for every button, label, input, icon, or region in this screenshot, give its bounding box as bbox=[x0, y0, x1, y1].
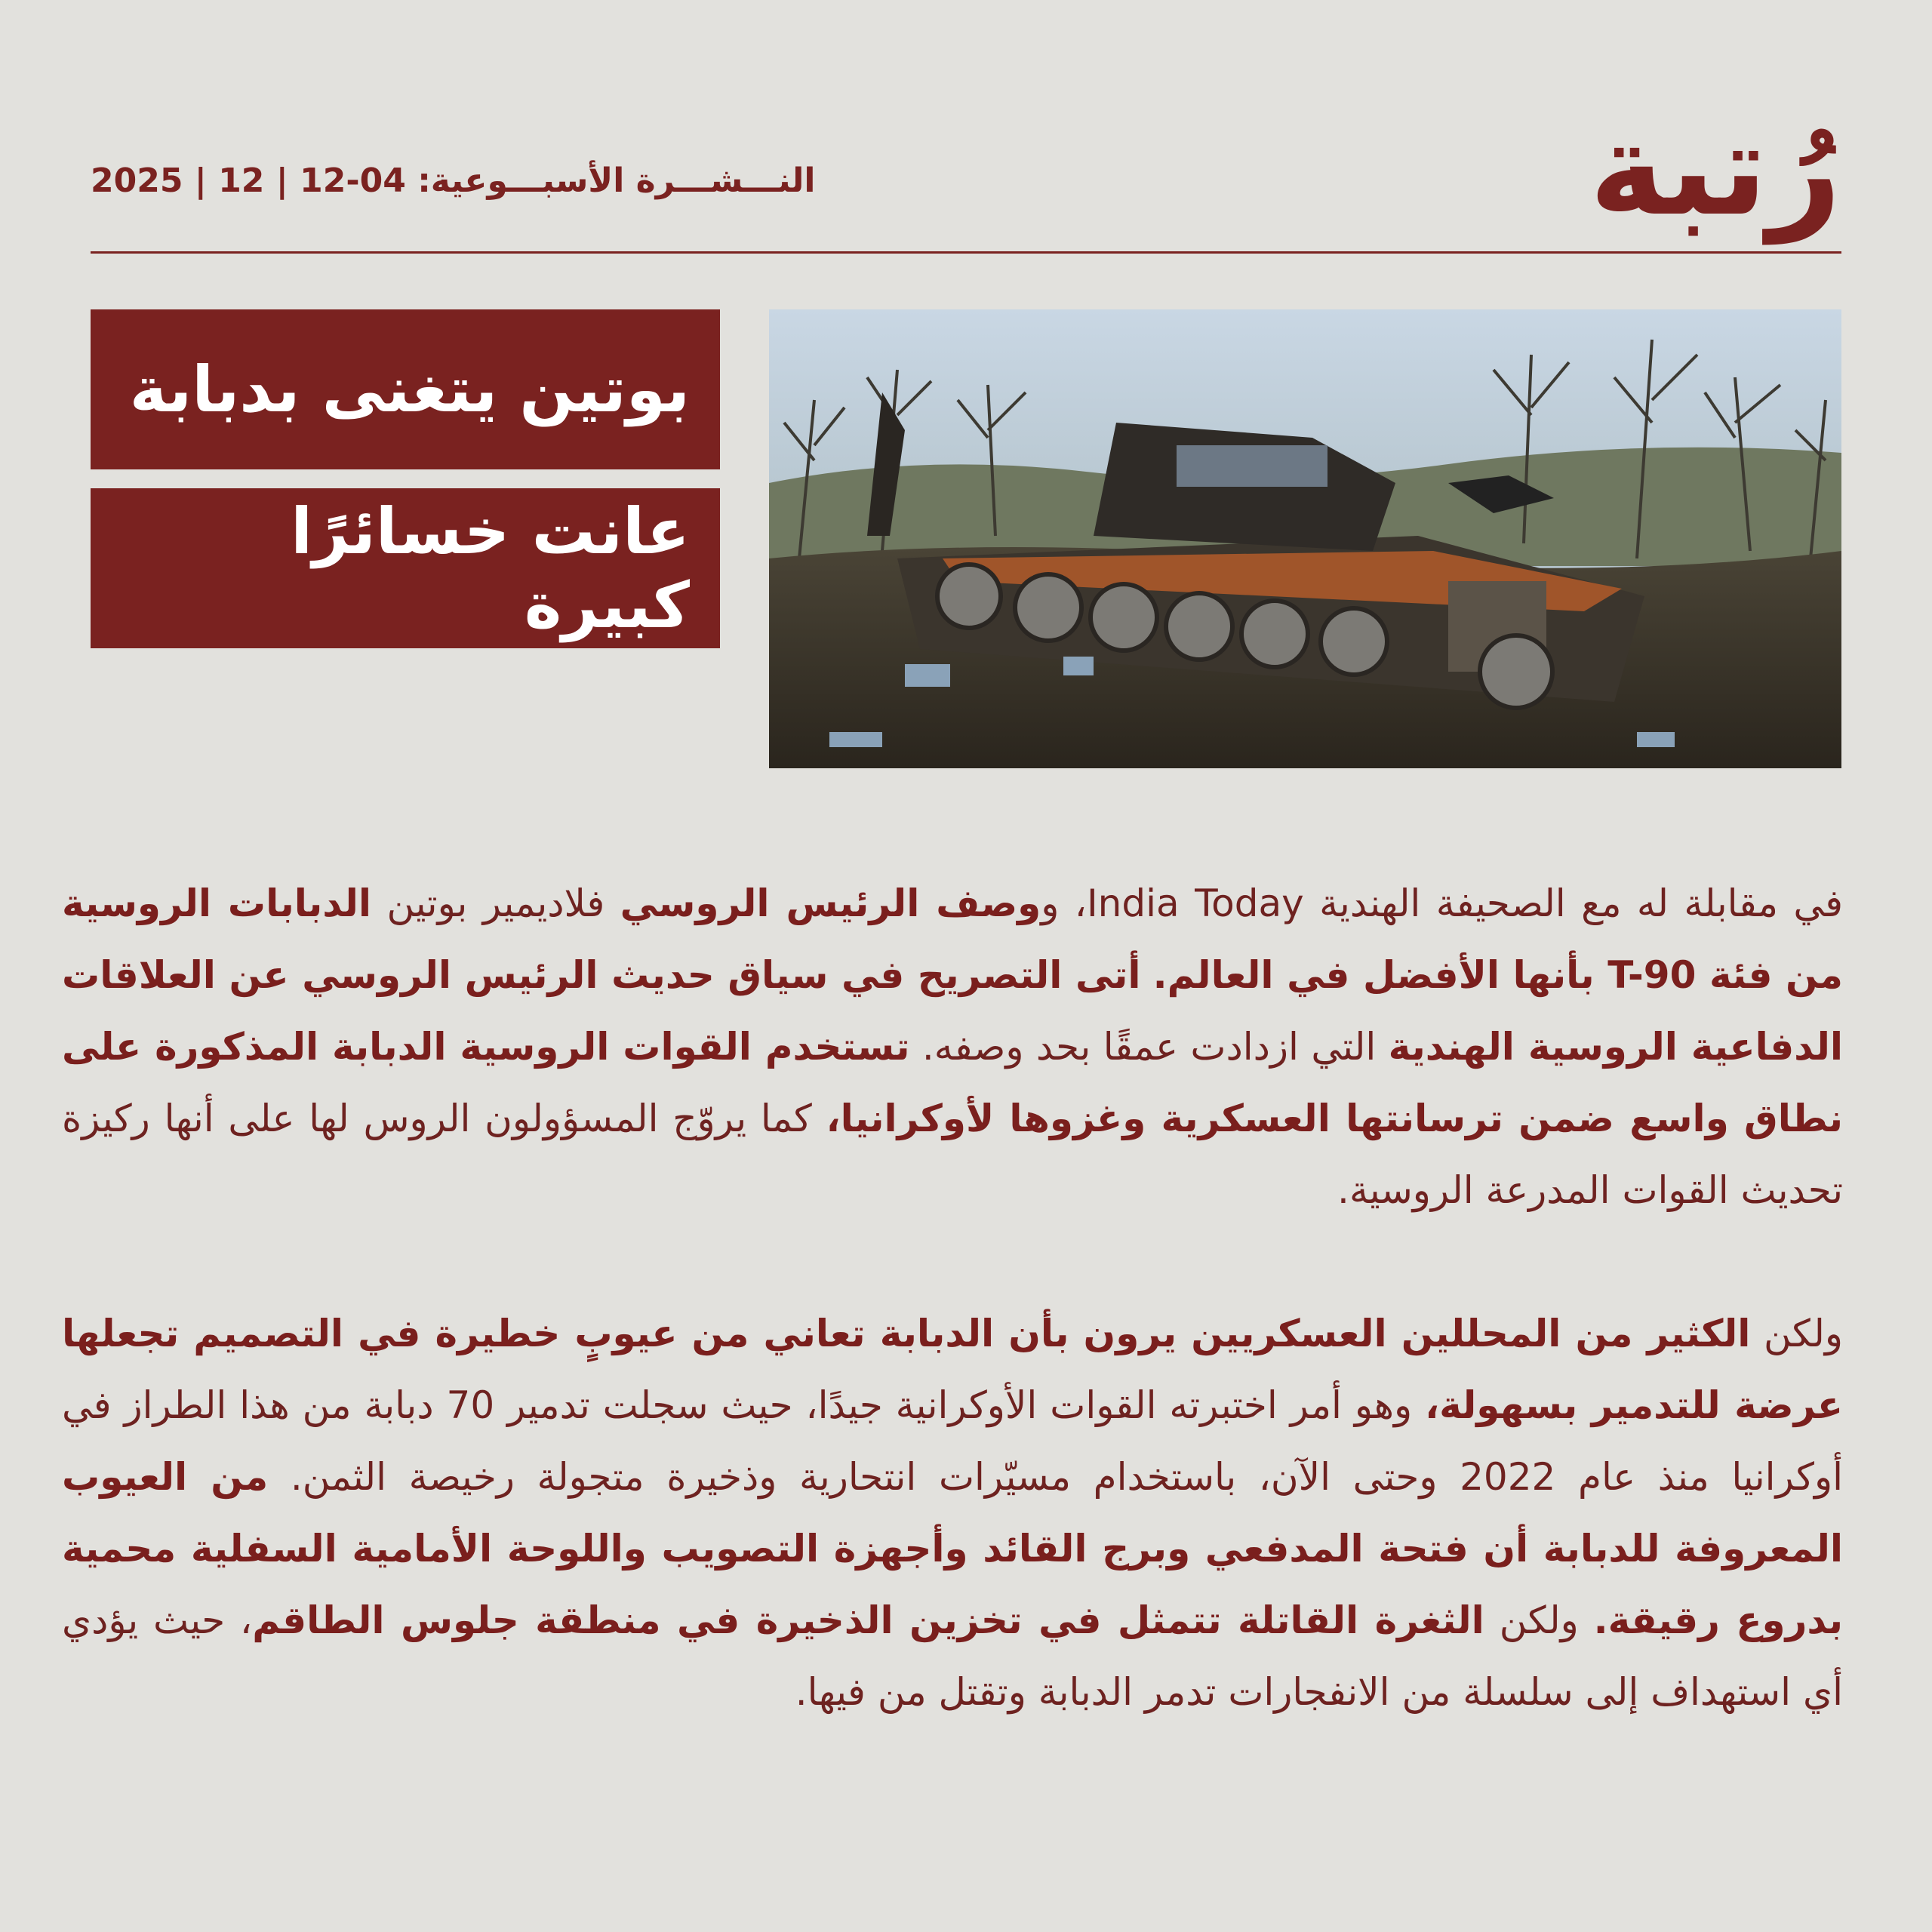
article-emphasis: تستخدم القوات الروسية الدبابة المذكورة على نطاق واسع ضمن ترسانتها العسكرية وغزوها لأوكرانيا، bbox=[62, 1025, 1843, 1140]
headline-line-2: عانت خسائرًا كبيرة bbox=[291, 494, 690, 642]
tank-photo bbox=[769, 309, 1841, 768]
article-text: في مقابلة له مع الصحيفة الهندية India Today، و bbox=[1041, 881, 1843, 925]
headline-box-1 bbox=[91, 309, 720, 469]
article-paragraph-1 bbox=[62, 868, 1843, 1226]
article-body bbox=[62, 868, 1843, 1728]
article-text: ، حيث يؤدي أي استهداف إلى سلسلة من الانفجارات تدمر الدبابة وتقتل من فيها. bbox=[62, 1598, 1843, 1714]
article-emphasis: الدبابات الروسية من فئة T-90 بأنها الأفضل في العالم. bbox=[62, 881, 1843, 997]
article-emphasis: الكثير من المحللين العسكريين يرون بأن الدبابة تعاني من عيوبٍ خطيرة في التصميم تجعلها عرضة للتدمير بسهولة، bbox=[62, 1312, 1843, 1427]
article-paragraph-2 bbox=[62, 1298, 1843, 1728]
article-text: وهو أمر اختبرته القوات الأوكرانية جيدًا، حيث سجلت تدمير 70 دبابة من هذا الطراز في أوكرانيا منذ عام 2022 وحتى الآن، باستخدام مسيّرات انتحارية وذخيرة متجولة رخيصة الثمن. bbox=[62, 1383, 1843, 1499]
destroyed-tank-illustration bbox=[769, 309, 1841, 768]
article-emphasis: أتى التصريح في سياق حديث الرئيس الروسي عن العلاقات الدفاعية الروسية الهندية bbox=[62, 953, 1843, 1069]
article-emphasis: الثغرة القاتلة تتمثل في تخزين الذخيرة في منطقة جلوس الطاقم bbox=[252, 1598, 1484, 1642]
article-text: التي ازدادت عمقًا بحد وصفه. bbox=[909, 1025, 1389, 1069]
article-text bbox=[1141, 953, 1153, 997]
article-text: فلاديمير بوتين bbox=[371, 881, 620, 925]
brand-logo: رُتبة bbox=[1589, 95, 1841, 245]
article-text: ولكن bbox=[1750, 1312, 1843, 1355]
page-header bbox=[91, 95, 1841, 249]
article-emphasis: وصف الرئيس الروسي bbox=[620, 881, 1041, 925]
header-divider bbox=[91, 251, 1841, 254]
article-text: كما يروّج المسؤولون الروس لها على أنها ركيزة تحديث القوات المدرعة الروسية. bbox=[62, 1097, 1843, 1212]
article-text: ولكن bbox=[1484, 1598, 1594, 1642]
article-emphasis: من العيوب المعروفة للدبابة أن فتحة المدفعي وبرج القائد وأجهزة التصويب واللوحة الأمامية السفلية محمية بدروع رقيقة. bbox=[62, 1455, 1844, 1642]
headline-box-2 bbox=[91, 488, 720, 648]
issue-label: النـــشـــرة الأسبـــوعية: 04-12 | 12 | 2025 bbox=[91, 162, 816, 200]
headline-line-1: بوتين يتغنى بدبابة bbox=[129, 352, 690, 426]
